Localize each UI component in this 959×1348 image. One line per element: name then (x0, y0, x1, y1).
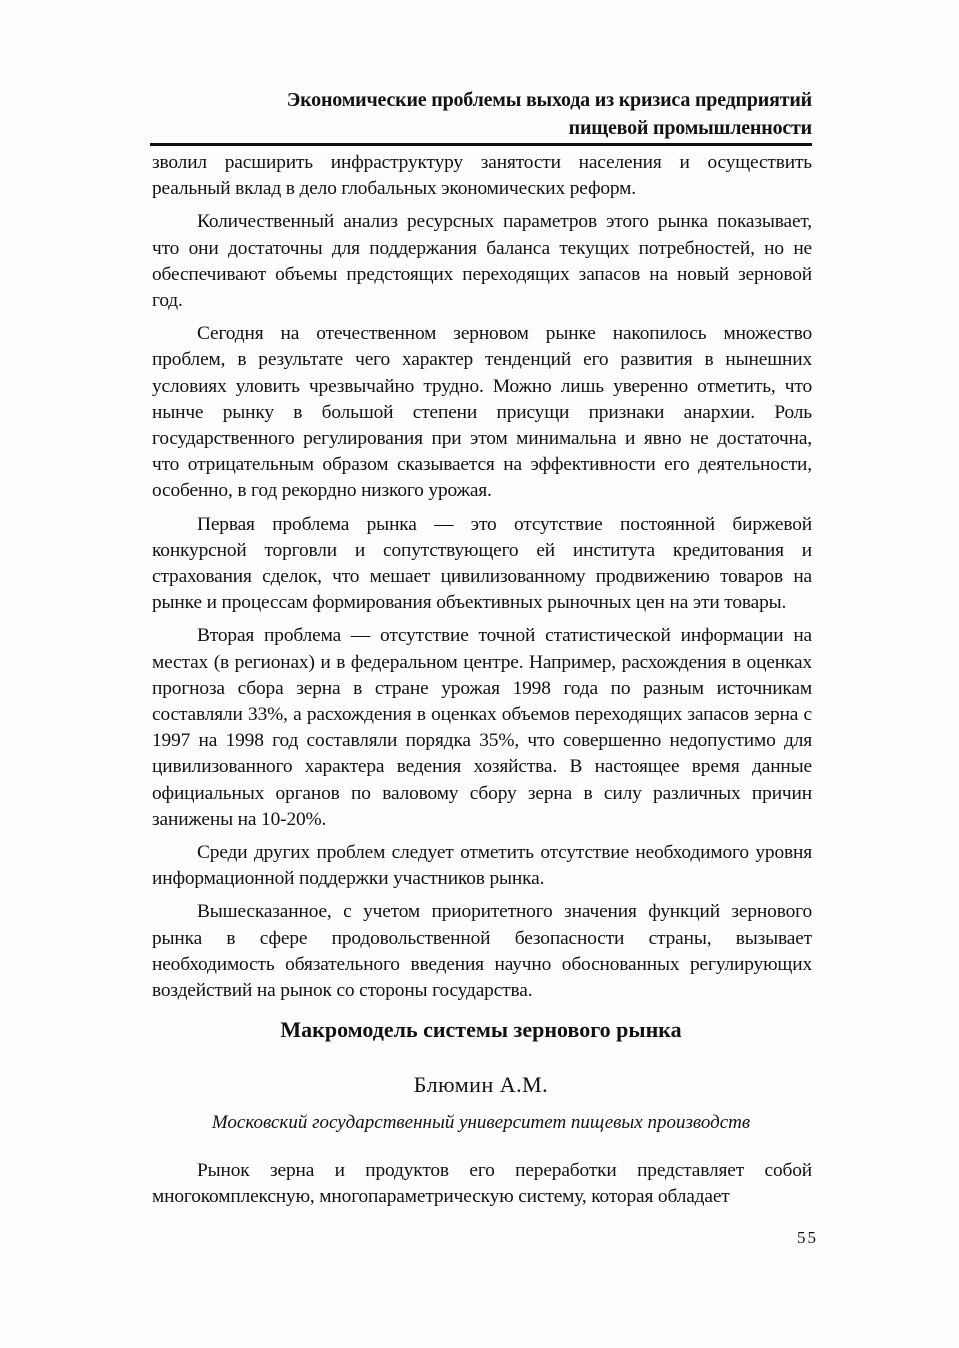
paragraph: Первая проблема рынка — это отсутствие постоянной биржевой конкурсной торговли и сопутствующего ей института кредитования и страхования сделок, что мешает цивилизованному продвижению товаров на рынке и процессам формирования объективных рыночных цен на эти товары. (152, 513, 812, 614)
paragraph: Среди других проблем следует отметить отсутствие необходимого уровня информационной поддержки участников рынка. (152, 842, 812, 890)
article-affiliation: Московский государственный университет пищевых производств (211, 1112, 751, 1133)
paragraph: Количественный анализ ресурсных параметров этого рынка показывает, что они достаточны для поддержания баланса текущих потребностей, но не обеспечивают объемы предстоящих переходящих запасов на новый зерновой год. (152, 211, 812, 312)
header-rule (150, 143, 812, 146)
running-header (150, 86, 812, 142)
paragraph: Вторая проблема — отсутствие точной статистической информации на местах (в регионах) и в федеральном центре. Например, расхождения в оценках прогноза сбора зерна в стране урожая 1998 года по разным источникам составляли 33%, а расхождения в оценках объемов переходящих запасов зерна с 1997 на 1998 год составляли порядка 35%, что совершенно недопустимо для цивилизованного характера ведения хозяйства. В настоящее время данные официальных органов по валовому сбору зерна в силу различных причин занижены на 10-20%. (152, 625, 812, 830)
article-author: Блюмин А.М. (413, 1072, 549, 1097)
body-text (152, 150, 812, 1011)
running-header-line-1: Экономические проблемы выхода из кризиса предприятий (286, 89, 812, 111)
intro-paragraph: Рынок зерна и продуктов его переработки представляет собой многокомплексную, многопараметрическую систему, которая обладает (152, 1160, 812, 1208)
running-header-line-2: пищевой промышленности (568, 117, 812, 139)
paragraph: Вышесказанное, с учетом приоритетного значения функций зернового рынка в сфере продовольственной безопасности страны, вызывает необходимость обязательного введения научно обоснованных регулирующих воздействий на рынок со стороны государства. (152, 901, 812, 1002)
continued-paragraph: зволил расширить инфраструктуру занятости населения и осуществить реальный вклад в дело глобальных экономических реформ. (152, 152, 812, 200)
page-number: 55 (797, 1228, 818, 1247)
article-intro (152, 1158, 812, 1210)
paragraph: Сегодня на отечественном зерновом рынке накопилось множество проблем, в результате чего характер тенденций его развития в нынешних условиях уловить чрезвычайно трудно. Можно лишь уверенно отметить, что нынче рынку в большой степени присущи признаки анархии. Роль государственного регулирования при этом минимальна и явно не достаточна, что отрицательным образом сказывается на эффективности его деятельности, особенно, в год рекордно низкого урожая. (152, 323, 812, 502)
article-title: Макромодель системы зернового рынка (280, 1017, 682, 1042)
